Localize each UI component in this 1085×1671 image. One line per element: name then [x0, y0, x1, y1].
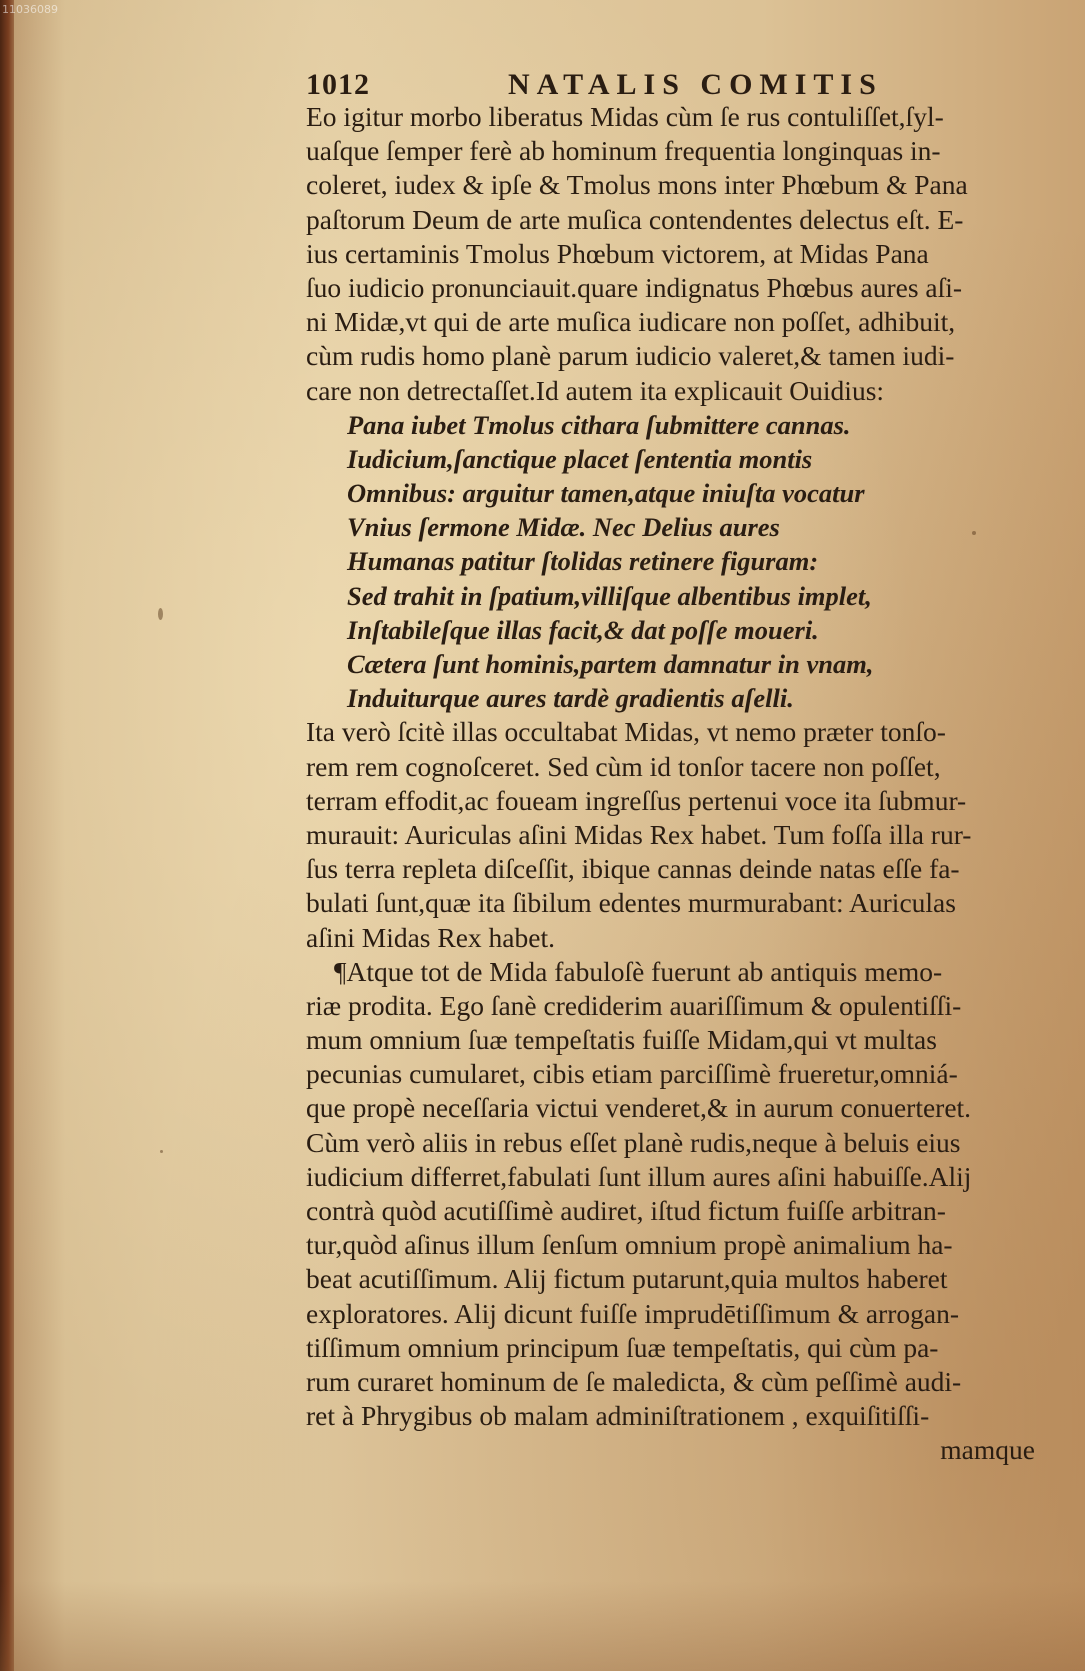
text-line: iudicium differret,fabulati ſunt illum aures aſini habuiſſe.Alij: [306, 1160, 972, 1192]
text-line: aſini Midas Rex habet.: [306, 921, 555, 953]
text-line: ſus terra repleta diſceſſit, ibique cannas deinde natas eſſe fa-: [306, 853, 960, 885]
text-line: ni Midæ,vt qui de arte muſica iudicare non poſſet, adhibuit,: [306, 306, 956, 338]
text-line: beat acutiſſimum. Alij fictum putarunt,quia multos haberet: [306, 1263, 948, 1295]
text-line: Ita verò ſcitè illas occultabat Midas, vt nemo præter tonſo-: [306, 716, 946, 748]
page-header: [306, 66, 1041, 100]
text-line: terram effodit,ac foueam ingreſſus pertenui voce ita ſubmur-: [306, 784, 967, 816]
text-line: uaſque ſemper ferè ab hominum frequentia longinquas in-: [306, 135, 941, 167]
page-number: 1012: [306, 68, 370, 101]
verse-line: Humanas patitur ſtolidas retinere figuram:: [347, 546, 819, 577]
ink-speck: [158, 608, 163, 620]
catchword: mamque: [940, 1434, 1035, 1466]
ink-speck: [160, 1150, 163, 1153]
text-line: murauit: Auriculas aſini Midas Rex habet. Tum foſſa illa rur-: [306, 818, 972, 850]
text-line: exploratores. Alij dicunt fuiſſe imprudētiſſimum & arrogan-: [306, 1297, 959, 1329]
prose-paragraph-3: [306, 955, 1041, 1468]
text-line: riæ prodita. Ego ſanè crediderim auariſſimum & opulentiſſi-: [306, 989, 962, 1021]
text-line: care non detrectaſſet.Id autem ita explicauit Ouidius:: [306, 374, 885, 406]
verse-line: Cætera ſunt hominis,partem damnatur in vnam,: [347, 649, 874, 679]
text-line: contrà quòd acutiſſimè audiret, iſtud fictum fuiſſe arbitran-: [306, 1195, 946, 1226]
text-line: ¶Atque tot de Mida fabuloſè fuerunt ab antiquis memo-: [334, 955, 943, 987]
binding-edge: [0, 0, 14, 1671]
text-line: Cùm verò aliis in rebus eſſet planè rudis,neque à beluis eius: [306, 1126, 961, 1158]
verse-quotation: [306, 408, 1041, 716]
text-line: que propè neceſſaria victui venderet,& in aurum conuerteret.: [306, 1092, 972, 1124]
verse-line: Iudicium,ſanctique placet ſententia montis: [347, 443, 813, 474]
text-line: ius certaminis Tmolus Phœbum victorem, at Midas Pana: [306, 237, 929, 269]
verse-line: Inſtabileſque illas facit,& dat poſſe moueri.: [347, 614, 819, 645]
text-line: rum curaret hominum de ſe maledicta, & cùm peſſimè audi-: [306, 1365, 962, 1397]
text-line: Eo igitur morbo liberatus Midas cùm ſe rus contuliſſet,ſyl-: [306, 101, 944, 132]
text-block: [306, 66, 1041, 1468]
verse-line: Induiturque aures tardè gradientis aſelli.: [347, 683, 794, 714]
verse-line: Vnius ſermone Midæ. Nec Delius aures: [347, 512, 780, 543]
text-line: cùm rudis homo planè parum iudicio valeret,& tamen iudi-: [306, 340, 955, 372]
verse-line: Pana iubet Tmolus cithara ſubmittere cannas.: [347, 409, 851, 440]
text-line: bulati ſunt,quæ ita ſibilum edentes murmurabant: Auriculas: [306, 887, 956, 919]
page-shadow: [0, 1581, 1085, 1671]
text-line: paſtorum Deum de arte muſica contendentes delectus eſt. E-: [306, 203, 964, 235]
text-line: mum omnium ſuæ tempeſtatis fuiſſe Midam,qui vt multas: [306, 1024, 937, 1056]
text-line: ſuo iudicio pronunciauit.quare indignatus Phœbus aures aſi-: [306, 271, 963, 303]
text-line: rem rem cognoſceret. Sed cùm id tonſor tacere non poſſet,: [306, 750, 941, 782]
text-line: tur,quòd aſinus illum ſenſum omnium propè animalium ha-: [306, 1229, 953, 1261]
catalog-id: 11036089: [2, 3, 58, 16]
text-line: pecunias cumularet, cibis etiam parciſſimè frueretur,omniá-: [306, 1058, 958, 1090]
running-title: NATALIS COMITIS: [508, 68, 883, 101]
text-line: tiſſimum omnium principum ſuæ tempeſtatis, qui cùm pa-: [306, 1331, 939, 1363]
verse-line: Sed trahit in ſpatium,villiſque albentibus implet,: [347, 580, 872, 611]
text-line: coleret, iudex & ipſe & Tmolus mons inter Phœbum & Pana: [306, 169, 968, 201]
text-line: ret à Phrygibus ob malam adminiſtrationem , exquiſitiſſi-: [306, 1400, 930, 1432]
prose-paragraph-1: [306, 100, 1041, 408]
prose-paragraph-2: [306, 715, 1041, 954]
verse-line: Omnibus: arguitur tamen,atque iniuſta vocatur: [347, 478, 865, 509]
